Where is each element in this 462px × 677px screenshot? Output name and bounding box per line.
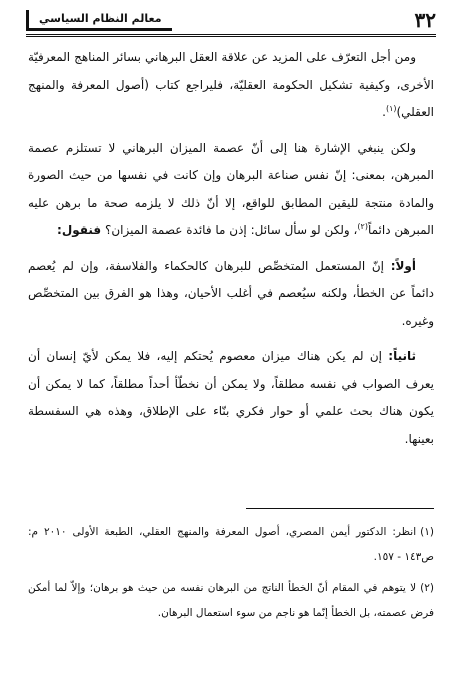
paragraph-2-text: ولكن ينبغي الإشارة هنا إلى أنّ عصمة الميزان البرهاني لا تستلزم عصمة المبرهن، بمعنى: إنّ نفس صناعة البرهان وإن كانت في نفسها من حيث الصورة والمادة منتجة لليقين المطابق للواقع، إلا أنّ ذلك لا يلزمه صحة ما برهن عليه المبرهن دائماً <box>28 140 434 237</box>
footnote-ref-1[interactable]: (١) <box>385 104 397 113</box>
body-text <box>28 44 434 453</box>
paragraph-3 <box>28 253 434 336</box>
paragraph-1 <box>28 44 434 127</box>
point-first-label: أولاً: <box>390 258 416 273</box>
paragraph-1-end: . <box>382 105 386 119</box>
paragraph-2-question: ، ولكن لو سأل سائل: إذن ما فائدة عصمة الميزان؟ <box>101 223 358 237</box>
point-first-text: إنّ المستعمل المتخصِّص للبرهان كالحكماء والفلاسفة، وإن لم يُعصم دائماً عن الخطأ، ولكنه سيُعصم في أغلب الأحيان، وهذا هو الفرق بين المتخصِّص وغيره. <box>28 258 434 328</box>
footnote-separator <box>246 508 434 509</box>
running-title: معالم النظام السياسي <box>26 10 172 31</box>
paragraph-2-answer-lead: فنقول: <box>57 223 102 237</box>
footnotes <box>28 520 434 632</box>
header-rule <box>26 34 436 37</box>
footnote-1-text: انظر: الدكتور أيمن المصري، أصول المعرفة والمنهج العقلي، الطبعة الأولى ٢٠١٠ م: ص١٤٣ - ١٥٧. <box>28 526 434 563</box>
paragraph-4 <box>28 343 434 453</box>
footnote-1 <box>28 520 434 570</box>
footnote-2 <box>28 576 434 626</box>
page-number: ٣٢ <box>414 8 436 32</box>
footnote-2-text: لا يتوهم في المقام أنّ الخطأ الناتج من البرهان نفسه من حيث هو برهان؛ وإلاّ لما أمكن فرض عصمته، بل الخطأ إنّما هو ناجم من سوء استعمال البرهان. <box>28 582 434 619</box>
paragraph-2 <box>28 135 434 245</box>
footnote-1-number: (١) <box>420 526 434 538</box>
footnote-ref-2[interactable]: (٢) <box>357 222 368 231</box>
footnote-2-number: (٢) <box>420 582 434 594</box>
point-second-label: ثانياً: <box>388 349 416 363</box>
point-second-text: إن لم يكن هناك ميزان معصوم يُحتكم إليه، فلا يمكن لأيّ إنسان أن يعرف الصواب في نفسه مطلقاً، ولا يمكن أن نخطّأ أحداً مطلقاً، كما لا يمكن أن يكون هناك بحث علمي أو حوار فكري بنّاء على الإطلاق، وهذه هي السفسطة بعينها. <box>28 349 434 446</box>
paragraph-1-text: ومن أجل التعرّف على المزيد عن علاقة العقل البرهاني بسائر المناهج المعرفيّة الأخرى، وكيفية تشكيل الحكومة العقليّة، فليراجع كتاب (أصول المعرفة والمنهج العقلي) <box>28 50 434 119</box>
page-header <box>26 8 436 32</box>
